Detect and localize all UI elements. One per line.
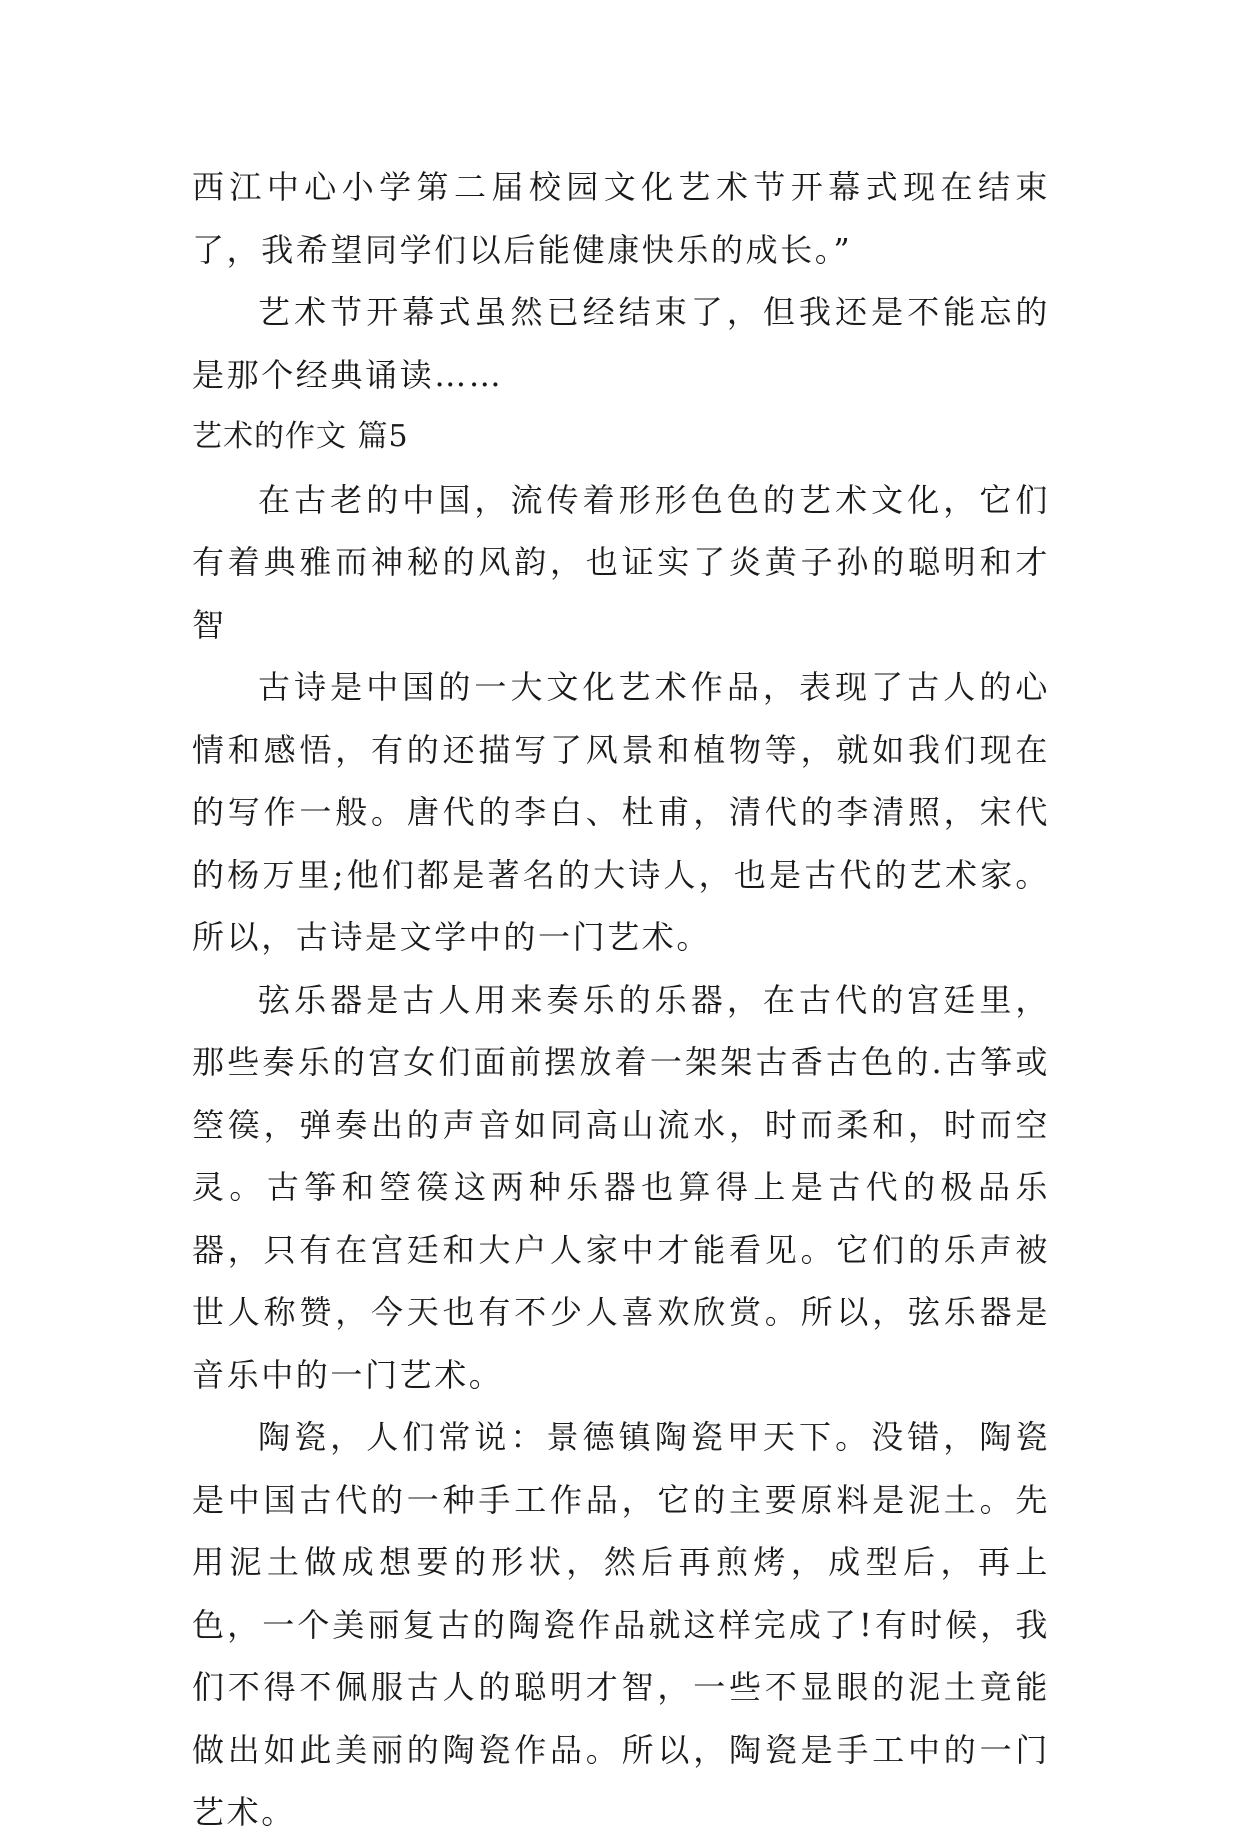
paragraph-intro-chinese-art: 在古老的中国，流传着形形色色的艺术文化，它们有着典雅而神秘的风韵，也证实了炎黄子孙的聪明和才智 xyxy=(192,480,1050,644)
paragraph-recitation-memory: 艺术节开幕式虽然已经结束了，但我还是不能忘的是那个经典诵读…… xyxy=(192,293,1050,394)
document-body xyxy=(192,156,1050,1844)
section-heading: 艺术的作文 篇5 xyxy=(192,419,409,454)
paragraph-closing-speech: 西江中心小学第二届校园文化艺术节开幕式现在结束了，我希望同学们以后能健康快乐的成长。” xyxy=(192,168,1050,269)
paragraph-ancient-poetry: 古诗是中国的一大文化艺术作品，表现了古人的心情和感悟，有的还描写了风景和植物等，就如我们现在的写作一般。唐代的李白、杜甫，清代的李清照，宋代的杨万里;他们都是著名的大诗人，也是古代的艺术家。所以，古诗是文学中的一门艺术。 xyxy=(192,668,1050,956)
paragraph-ceramics: 陶瓷，人们常说：景德镇陶瓷甲天下。没错，陶瓷是中国古代的一种手工作品，它的主要原料是泥土。先用泥土做成想要的形状，然后再煎烤，成型后，再上色，一个美丽复古的陶瓷作品就这样完成了!有时候，我们不得不佩服古人的聪明才智，一些不显眼的泥土竟能做出如此美丽的陶瓷作品。所以，陶瓷是手工中的一门艺术。 xyxy=(192,1418,1050,1831)
paragraph-string-instruments: 弦乐器是古人用来奏乐的乐器，在古代的宫廷里，那些奏乐的宫女们面前摆放着一架架古香古色的.古筝或箜篌，弹奏出的声音如同高山流水，时而柔和，时而空灵。古筝和箜篌这两种乐器也算得上是古代的极品乐器，只有在宫廷和大户人家中才能看见。它们的乐声被世人称赞，今天也有不少人喜欢欣赏。所以，弦乐器是音乐中的一门艺术。 xyxy=(192,980,1050,1394)
